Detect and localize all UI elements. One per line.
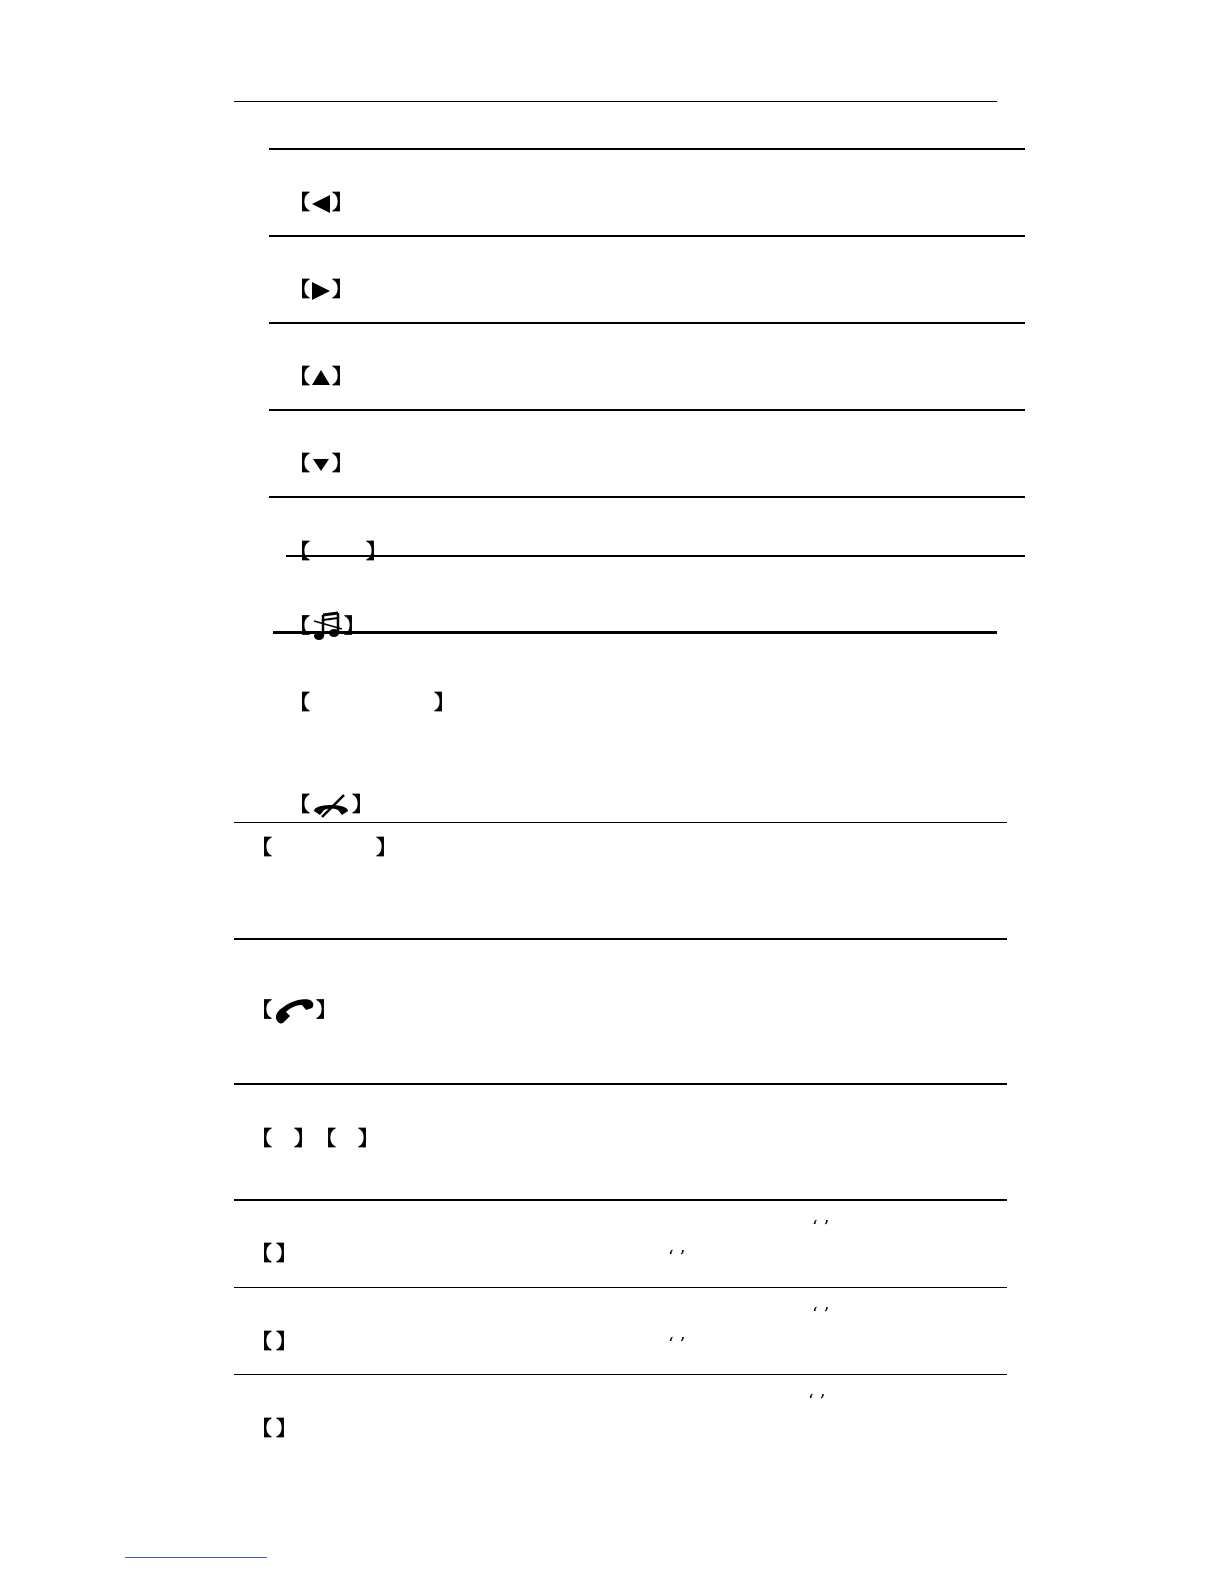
bracket-open: 【 (289, 792, 310, 816)
key-music (276, 587, 364, 643)
key-call (238, 972, 336, 1026)
bracket-close: 】 (357, 1126, 378, 1150)
bracket-open: 【 (289, 190, 310, 214)
table-rule-12 (234, 1287, 1007, 1288)
right-triangle-icon (310, 281, 332, 301)
bracket-open: 【 (251, 1241, 272, 1265)
quote-mark: ‘ ’ (812, 1217, 830, 1238)
bracket-close: 】 (331, 451, 352, 475)
table-rule-7 (273, 631, 997, 634)
left-triangle-icon (310, 194, 332, 214)
bracket-close: 】 (433, 690, 454, 714)
bracket-close: 】 (293, 1126, 314, 1150)
table-rule-9 (234, 938, 1007, 940)
header-rule (234, 101, 997, 102)
bracket-open: 【 (289, 451, 310, 475)
bracket-close: 】 (331, 364, 352, 388)
key-up (276, 340, 352, 388)
table-rule-3 (269, 322, 1025, 324)
table-rule-2 (269, 235, 1025, 237)
table-rule-11 (234, 1199, 1007, 1201)
bracket-open: 【 (289, 690, 310, 714)
bracket-close: 】 (375, 835, 396, 859)
bracket-close: 】 (315, 997, 336, 1022)
bracket-open: 【 (251, 835, 272, 859)
key-blank-2 (276, 666, 454, 714)
bracket-open: 【 (251, 1329, 272, 1353)
bracket-close: 】 (351, 792, 372, 816)
key-blank-3 (238, 811, 396, 859)
quote-mark: ‘ ’ (808, 1391, 826, 1412)
bracket-open: 【 (315, 1126, 336, 1150)
bracket-open: 【 (289, 364, 310, 388)
bracket-open: 【 (251, 997, 272, 1022)
table-rule-4 (269, 409, 1025, 411)
music-note-icon (310, 611, 344, 643)
key-down (276, 427, 352, 475)
bracket-close: 】 (365, 539, 386, 563)
bracket-open: 【 (289, 277, 310, 301)
key-right (276, 253, 352, 301)
bracket-close: 】 (275, 1241, 296, 1265)
table-rule-1 (269, 148, 1025, 150)
table-rule-6 (286, 555, 1025, 557)
down-triangle-icon (310, 456, 332, 474)
key-row-2 (238, 1305, 296, 1353)
bracket-close: 】 (275, 1416, 296, 1440)
quote-mark: ‘ ’ (668, 1247, 686, 1268)
key-blank-1 (276, 515, 386, 563)
bracket-close: 】 (275, 1329, 296, 1353)
phone-handset-icon (272, 996, 316, 1026)
key-row-1 (238, 1217, 296, 1265)
key-row-3 (238, 1392, 296, 1440)
table-rule-5 (269, 496, 1025, 498)
bracket-close: 】 (343, 613, 364, 638)
bracket-close: 】 (331, 277, 352, 301)
quote-mark: ‘ ’ (668, 1334, 686, 1355)
bracket-open: 【 (251, 1416, 272, 1440)
table-rule-13 (234, 1374, 1007, 1375)
footnote-rule (125, 1557, 267, 1558)
bracket-open: 【 (289, 539, 310, 563)
up-triangle-icon (310, 369, 332, 387)
bracket-open: 【 (289, 613, 310, 638)
bracket-open: 【 (251, 1126, 272, 1150)
key-pair (238, 1102, 378, 1150)
key-left (276, 166, 352, 214)
bracket-close: 】 (331, 190, 352, 214)
quote-mark: ‘ ’ (812, 1304, 830, 1325)
table-rule-10 (234, 1083, 1007, 1085)
